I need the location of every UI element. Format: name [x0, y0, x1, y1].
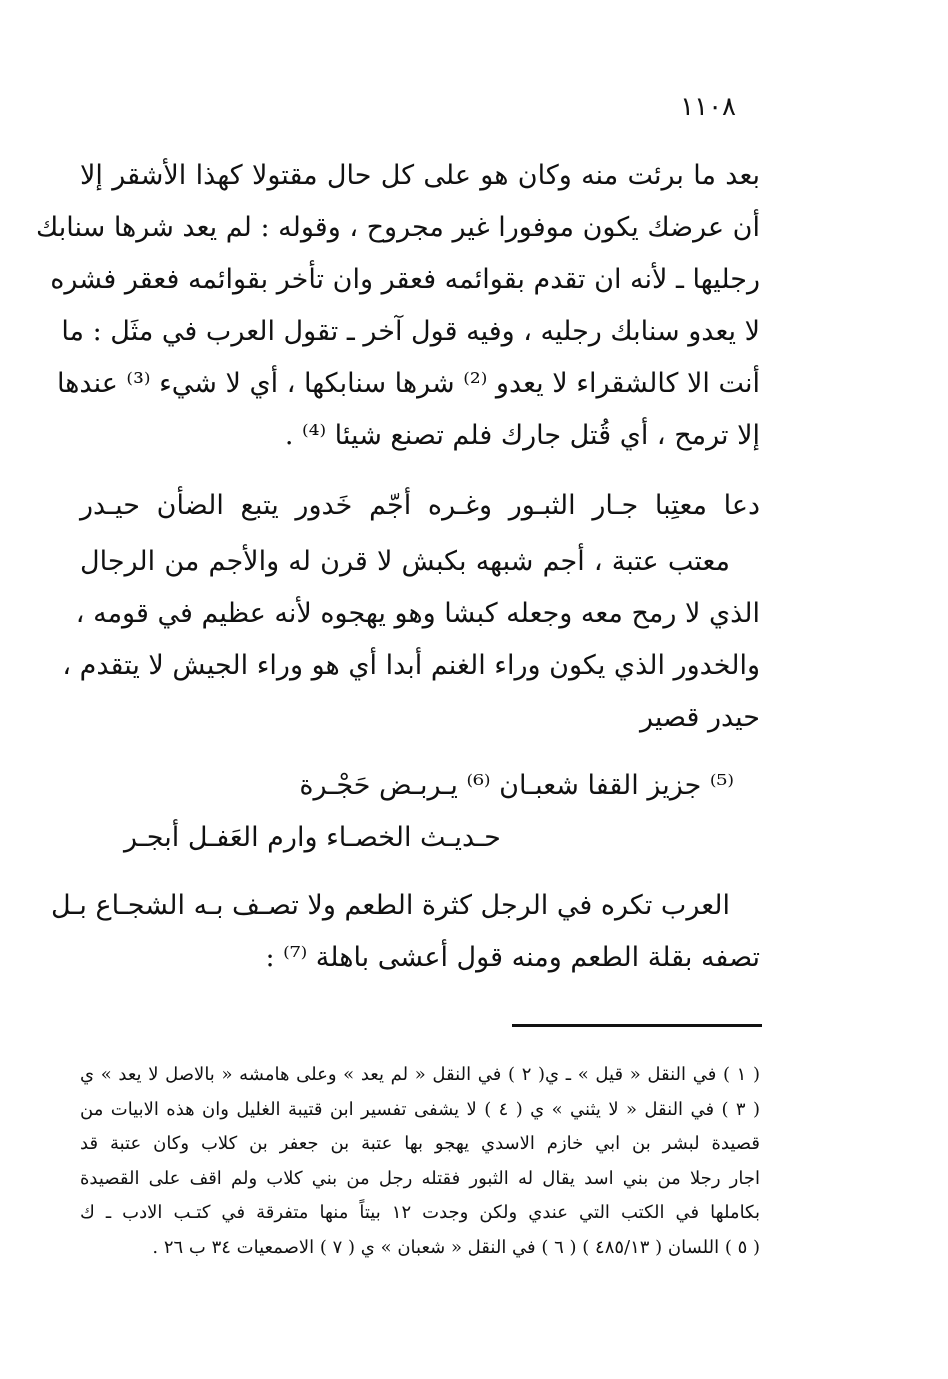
text-line: العرب تكره في الرجل كثرة الطعم ولا تصـف بـه الشجـاع بـل	[51, 890, 730, 921]
poem-verse	[84, 760, 764, 864]
footnote-line: بكاملها في الكتب التي عندي ولكن وجدت ١٢ بيتاً منها متفرقة في كتـب الادب ـ ك	[80, 1202, 761, 1223]
text-line: لا يعدو سنابك رجليه ، وفيه قول آخر ـ تقول العرب في مثَل : ما	[61, 316, 760, 347]
footnotes	[80, 1058, 760, 1265]
page-number: ١١٠٨	[680, 92, 736, 122]
text-line: بعد ما برئت منه وكان هو على كل حال مقتولا كهذا الأشقر إلا	[80, 160, 760, 191]
text-line: أن عرضك يكون موفورا غير مجروح ، وقوله : لم يعد شرها سنابك	[35, 212, 760, 243]
paragraph-3	[51, 880, 760, 984]
footnote-line: ( ٣ ) في النقل « لا يثني » ي ( ٤ ) لا يشفى تفسير ابن قتيبة الغليل وان هذه الابيات من	[80, 1098, 760, 1120]
text-line: أنت الا كالشقراء لا يعدو ⁽²⁾ شرها سنابكها ، أي لا شيء ⁽³⁾ عندها	[56, 368, 760, 399]
text-line: والخدور الذي يكون وراء الغنم أبدا أي هو وراء الجيش لا يتقدم ،	[62, 650, 760, 681]
text-line: تصفه بقلة الطعم ومنه قول أعشى باهلة ⁽⁷⁾ :	[265, 942, 760, 973]
verse-text: دعا معتِبا جـار الثبـور وغـره أجّم خَدور يتبع الضأن حيـدر	[80, 490, 760, 521]
footnote-line: قصيدة لبشر بن ابي خازم الاسدي يهجو بها عتبة بن جعفر بن كلاب وكان عتبة قد	[80, 1133, 760, 1154]
footnote-divider	[512, 1024, 762, 1027]
text-line: معتب عتبة ، أجم شبهه بكبش لا قرن له والأجم من الرجال	[80, 546, 730, 577]
paragraph-1	[35, 150, 760, 462]
text-line: إلا ترمح ، أي قُتل جارك فلم تصنع شيئا ⁽⁴⁾ .	[284, 420, 760, 451]
footnote-line: ( ٥ ) اللسان ( ٤٨٥/١٣ ) ( ٦ ) في النقل « شعبان » ي ( ٧ ) الاصمعيات ٣٤ ب ٢٦ .	[152, 1236, 760, 1258]
text-line: الذي لا رمح معه وجعله كبشا وهو يهجوه لأنه عظيم في قومه ،	[75, 598, 760, 629]
poem-hemistich-2: حـديـث الخصـاء وارم العَفـل أبجـر	[124, 822, 501, 853]
paragraph-2	[62, 536, 760, 744]
footnote-line: ( ١ ) في النقل « قيل » ـ ي( ٢ ) في النقل « لم يعد » وعلى هامشه « بالاصل لا يعد » ي	[80, 1064, 760, 1085]
text-line: حيدر قصير	[640, 702, 760, 733]
text-line: رجليها ـ لأنه ان تقدم بقوائمه فعقر وان تأخر بقوائمه فعقر فشره	[50, 264, 760, 295]
poem-hemistich-1: ⁽⁵⁾ جزيز القفا شعبـان ⁽⁶⁾ يـربـض حَجْـرة	[299, 770, 734, 801]
footnote-line: اجار رجلا من بني اسد يقال له الثبور فقتله رجل من بني كلاب ولم اقف على القصيدة	[80, 1167, 760, 1189]
verse-line	[80, 480, 760, 532]
